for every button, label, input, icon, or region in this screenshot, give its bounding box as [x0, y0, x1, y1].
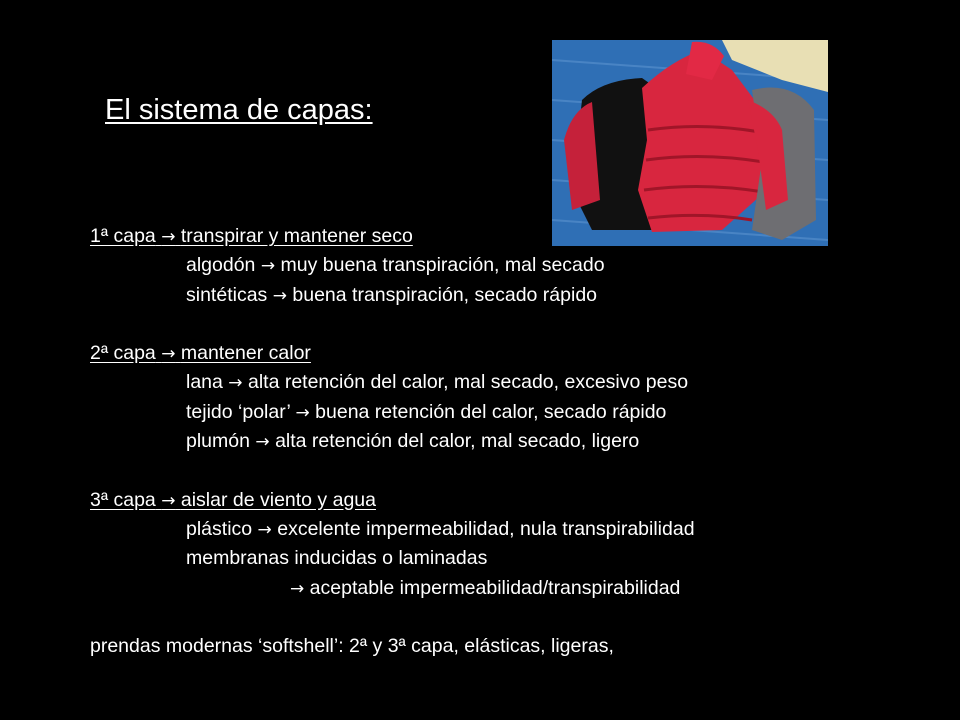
arrow-icon: → [228, 373, 243, 394]
layer-3-continuation [90, 574, 910, 603]
material-label: lana [186, 371, 223, 394]
arrow-icon: → [260, 256, 276, 277]
layer-2-heading [90, 339, 910, 368]
jackets-photo [552, 40, 828, 246]
layer-2-item [90, 427, 910, 456]
layer-3-item [90, 544, 910, 573]
material-label: algodón [186, 254, 256, 277]
material-label: plástico [186, 517, 253, 540]
arrow-icon: → [161, 490, 176, 511]
layer-1-item [90, 281, 910, 310]
arrow-icon: → [290, 578, 305, 599]
arrow-icon: → [255, 432, 270, 453]
arrow-icon: → [257, 519, 272, 540]
material-label: tejido ‘polar’ [186, 400, 291, 423]
arrow-icon: → [161, 227, 176, 247]
material-label: plumón [186, 430, 250, 453]
layer-3-heading [90, 486, 910, 515]
material-description: alta retención del calor, mal secado, ligero [275, 430, 640, 453]
spacer [90, 310, 910, 339]
layer-3-item [90, 515, 910, 544]
slide-title: El sistema de capas: [105, 94, 373, 126]
layer-1-purpose: transpirar y mantener seco [180, 225, 413, 247]
material-description: muy buena transpiración, mal secado [280, 254, 605, 277]
material-label: membranas inducidas o laminadas [186, 547, 488, 570]
material-description: buena retención del calor, secado rápido [315, 400, 667, 423]
layer-1-label: 1ª capa [90, 225, 156, 247]
arrow-icon: → [161, 344, 176, 365]
material-label: sintéticas [186, 283, 268, 306]
spacer [90, 603, 910, 632]
layer-2-label: 2ª capa [90, 342, 156, 365]
material-description: buena transpiración, secado rápido [292, 283, 598, 306]
material-description: aceptable impermeabilidad/transpirabilidad [309, 576, 681, 599]
material-description: excelente impermeabilidad, nula transpirabilidad [277, 517, 695, 540]
layers-content [90, 222, 910, 661]
layer-2-item [90, 368, 910, 397]
layer-3-purpose: aislar de viento y agua [180, 488, 376, 511]
layer-3-label: 3ª capa [90, 488, 156, 511]
arrow-icon: → [295, 402, 310, 423]
layer-2-purpose: mantener calor [180, 342, 311, 365]
footer-text: prendas modernas ‘softshell’: 2ª y 3ª capa, elásticas, ligeras, [90, 635, 614, 658]
layer-1-heading [90, 222, 910, 251]
jackets-photo-illustration [552, 40, 828, 246]
arrow-icon: → [272, 285, 287, 306]
layer-1-item [90, 251, 910, 280]
spacer [90, 456, 910, 485]
material-description: alta retención del calor, mal secado, excesivo peso [247, 371, 689, 394]
layer-2-item [90, 398, 910, 427]
